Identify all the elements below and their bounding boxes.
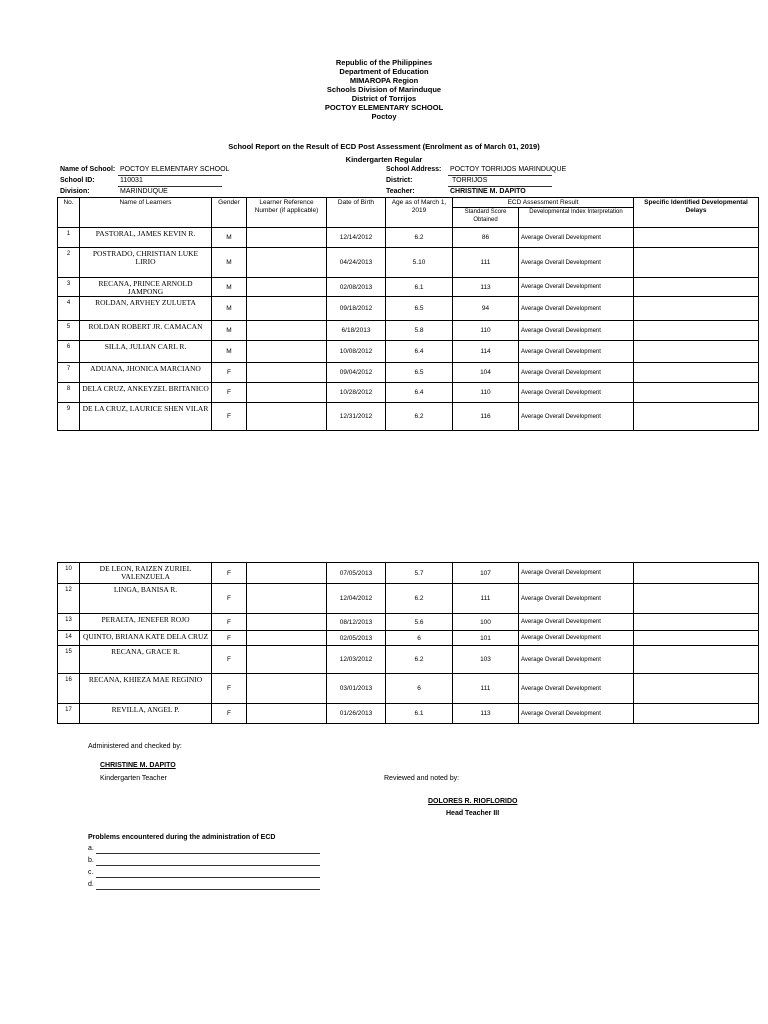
learner-gender: M: [212, 248, 247, 278]
problem-letter-a: a.: [88, 845, 94, 852]
learner-age: 6.4: [386, 341, 453, 363]
learner-name: ROLDAN ROBERT JR. CAMACAN: [80, 321, 212, 341]
learner-gender: M: [212, 341, 247, 363]
learner-dob: 10/28/2012: [327, 383, 386, 403]
learner-gender: F: [212, 584, 247, 614]
row-number: 2: [58, 248, 80, 278]
row-number: 4: [58, 297, 80, 321]
col-header-dob: Date of Birth: [327, 198, 386, 228]
standard-score: 86: [453, 228, 519, 248]
learner-name: QUINTO, BRIANA KATE DELA CRUZ: [80, 631, 212, 646]
table-row: [58, 341, 759, 363]
developmental-interpretation: Average Overall Development: [519, 278, 634, 297]
row-number: 5: [58, 321, 80, 341]
learner-dob: 03/01/2013: [327, 674, 386, 704]
table-row: [58, 614, 759, 631]
school-id-underline: [118, 186, 222, 187]
letterhead-line: Poctoy: [371, 112, 397, 121]
school-name-value: POCTOY ELEMENTARY SCHOOL: [120, 166, 230, 173]
learner-lrn: [247, 584, 327, 614]
developmental-delays: [634, 674, 759, 704]
col-header-age: Age as of March 1, 2019: [386, 198, 453, 228]
row-number: 16: [58, 674, 80, 704]
row-number: 13: [58, 614, 80, 631]
row-number: 8: [58, 383, 80, 403]
assessment-table-2: [57, 562, 759, 724]
standard-score: 111: [453, 248, 519, 278]
col-header-developmental: Developmental Index Interpretation: [519, 208, 634, 228]
learner-dob: 09/18/2012: [327, 297, 386, 321]
learner-dob: 6/18/2013: [327, 321, 386, 341]
school-name-underline: [118, 175, 222, 176]
table-row: [58, 674, 759, 704]
learner-gender: F: [212, 674, 247, 704]
learner-gender: F: [212, 614, 247, 631]
table-row: [58, 704, 759, 724]
school-address-value: POCTOY TORRIJOS MARINDUQUE: [450, 166, 567, 173]
standard-score: 114: [453, 341, 519, 363]
problem-line-c: [96, 877, 320, 878]
learner-lrn: [247, 321, 327, 341]
developmental-interpretation: Average Overall Development: [519, 297, 634, 321]
developmental-delays: [634, 646, 759, 674]
learner-age: 5.8: [386, 321, 453, 341]
learner-lrn: [247, 563, 327, 584]
table-row: [58, 363, 759, 383]
developmental-delays: [634, 584, 759, 614]
school-id-label: School ID:: [60, 177, 95, 184]
learner-gender: M: [212, 278, 247, 297]
learner-dob: 10/08/2012: [327, 341, 386, 363]
learner-age: 6: [386, 674, 453, 704]
table-row: [58, 584, 759, 614]
row-number: 12: [58, 584, 80, 614]
assessment-table-1: [57, 197, 759, 431]
learner-gender: F: [212, 403, 247, 431]
letterhead-line: POCTOY ELEMENTARY SCHOOL: [324, 103, 444, 112]
learner-gender: F: [212, 383, 247, 403]
learner-gender: M: [212, 297, 247, 321]
table-row: [58, 646, 759, 674]
learner-gender: F: [212, 646, 247, 674]
district-label: District:: [386, 177, 413, 184]
learner-age: 6.5: [386, 297, 453, 321]
learner-age: 6.2: [386, 646, 453, 674]
learner-gender: F: [212, 563, 247, 584]
learner-lrn: [247, 341, 327, 363]
learner-name: DELA CRUZ, ANKEYZEL BRITANICO: [80, 383, 212, 403]
learner-age: 5.6: [386, 614, 453, 631]
learner-age: 5.10: [386, 248, 453, 278]
learner-name: REVILLA, ANGEL P.: [80, 704, 212, 724]
row-number: 6: [58, 341, 80, 363]
learner-dob: 12/04/2012: [327, 584, 386, 614]
school-name-label: Name of School:: [60, 166, 116, 173]
school-address-label: School Address:: [386, 166, 442, 173]
table-row: [58, 278, 759, 297]
col-header-lrn: Learner Reference Number (if applicable): [247, 198, 327, 228]
learner-age: 6: [386, 631, 453, 646]
teacher-label: Teacher:: [386, 188, 415, 195]
learner-lrn: [247, 674, 327, 704]
learner-dob: 04/24/2013: [327, 248, 386, 278]
learner-name: LINGA, BANISA R.: [80, 584, 212, 614]
developmental-delays: [634, 321, 759, 341]
reviewed-label: Reviewed and noted by:: [384, 775, 460, 782]
developmental-interpretation: Average Overall Development: [519, 631, 634, 646]
standard-score: 110: [453, 321, 519, 341]
standard-score: 104: [453, 363, 519, 383]
learner-age: 5.7: [386, 563, 453, 584]
learner-name: SILLA, JULIAN CARL R.: [80, 341, 212, 363]
developmental-interpretation: Average Overall Development: [519, 646, 634, 674]
learner-lrn: [247, 363, 327, 383]
table-row: [58, 228, 759, 248]
learner-dob: 08/12/2013: [327, 614, 386, 631]
problem-letter-c: c.: [88, 869, 94, 876]
learner-name: POSTRADO, CHRISTIAN LUKE LIRIO: [80, 248, 212, 278]
learner-name: DE LA CRUZ, LAURICE SHEN VILAR: [80, 403, 212, 431]
learner-lrn: [247, 403, 327, 431]
row-number: 3: [58, 278, 80, 297]
col-header-ecd: ECD Assessment Result: [453, 198, 634, 208]
row-number: 10: [58, 563, 80, 584]
teacher-value: CHRISTINE M. DAPITO: [450, 188, 526, 195]
standard-score: 113: [453, 278, 519, 297]
row-number: 17: [58, 704, 80, 724]
col-header-delays: Specific Identified Developmental Delays: [634, 198, 759, 228]
learner-age: 6.2: [386, 584, 453, 614]
developmental-interpretation: Average Overall Development: [519, 228, 634, 248]
letterhead: [0, 58, 768, 121]
developmental-delays: [634, 383, 759, 403]
learner-lrn: [247, 646, 327, 674]
developmental-interpretation: Average Overall Development: [519, 674, 634, 704]
developmental-delays: [634, 228, 759, 248]
report-subtitle: Kindergarten Regular: [345, 155, 423, 164]
school-address-underline: [448, 175, 552, 176]
standard-score: 103: [453, 646, 519, 674]
developmental-interpretation: Average Overall Development: [519, 584, 634, 614]
administered-label: Administered and checked by:: [88, 743, 182, 750]
standard-score: 100: [453, 614, 519, 631]
problem-line-b: [96, 865, 320, 866]
division-label: Division:: [60, 188, 90, 195]
learner-lrn: [247, 631, 327, 646]
learner-name: RECANA, PRINCE ARNOLD JAMPONG: [80, 278, 212, 297]
learner-name: RECANA, KHIEZA MAE REGINIO: [80, 674, 212, 704]
letterhead-line: Republic of the Philippines: [335, 58, 433, 67]
developmental-interpretation: Average Overall Development: [519, 704, 634, 724]
developmental-interpretation: Average Overall Development: [519, 614, 634, 631]
school-id-value: 110031: [120, 177, 143, 184]
developmental-delays: [634, 403, 759, 431]
learner-gender: M: [212, 228, 247, 248]
developmental-delays: [634, 248, 759, 278]
learner-dob: 07/05/2013: [327, 563, 386, 584]
developmental-delays: [634, 631, 759, 646]
letterhead-line: Schools Division of Marinduque: [326, 85, 442, 94]
learner-name: RECANA, GRACE R.: [80, 646, 212, 674]
learner-lrn: [247, 383, 327, 403]
head-role: Head Teacher III: [446, 810, 500, 817]
learner-age: 6.1: [386, 278, 453, 297]
standard-score: 101: [453, 631, 519, 646]
learner-name: DE LEON, RAIZEN ZURIEL VALENZUELA: [80, 563, 212, 584]
developmental-delays: [634, 614, 759, 631]
row-number: 1: [58, 228, 80, 248]
problem-line-d: [96, 889, 320, 890]
developmental-interpretation: Average Overall Development: [519, 321, 634, 341]
developmental-interpretation: Average Overall Development: [519, 341, 634, 363]
learner-age: 6.4: [386, 383, 453, 403]
table-row: [58, 321, 759, 341]
learner-lrn: [247, 297, 327, 321]
learner-dob: 02/08/2013: [327, 278, 386, 297]
developmental-interpretation: Average Overall Development: [519, 248, 634, 278]
learner-lrn: [247, 278, 327, 297]
problem-letter-d: d.: [88, 881, 94, 888]
letterhead-line: MIMAROPA Region: [349, 76, 419, 85]
table-row: [58, 248, 759, 278]
district-underline: [448, 186, 552, 187]
col-header-name: Name of Learners: [80, 198, 212, 228]
developmental-interpretation: Average Overall Development: [519, 363, 634, 383]
learner-gender: M: [212, 321, 247, 341]
row-number: 9: [58, 403, 80, 431]
head-signature-name: DOLORES R. RIOFLORIDO: [428, 798, 518, 805]
problems-label: Problems encountered during the administration of ECD: [88, 834, 276, 841]
learner-dob: 02/05/2013: [327, 631, 386, 646]
col-header-standard: Standard Score Obtained: [453, 208, 519, 228]
table-row: [58, 563, 759, 584]
standard-score: 107: [453, 563, 519, 584]
learner-age: 6.1: [386, 704, 453, 724]
row-number: 14: [58, 631, 80, 646]
learner-age: 6.2: [386, 228, 453, 248]
developmental-delays: [634, 297, 759, 321]
problem-line-a: [96, 853, 320, 854]
learner-lrn: [247, 704, 327, 724]
developmental-delays: [634, 341, 759, 363]
table-row: [58, 631, 759, 646]
learner-name: ADUANA, JHONICA MARCIANO: [80, 363, 212, 383]
learner-gender: F: [212, 363, 247, 383]
table-row: [58, 297, 759, 321]
district-value: TORRIJOS: [452, 177, 488, 184]
learner-age: 6.5: [386, 363, 453, 383]
table-row: [58, 403, 759, 431]
learner-lrn: [247, 248, 327, 278]
learner-name: ROLDAN, ARVHEY ZULUETA: [80, 297, 212, 321]
row-number: 15: [58, 646, 80, 674]
developmental-interpretation: Average Overall Development: [519, 563, 634, 584]
learner-dob: 01/26/2013: [327, 704, 386, 724]
developmental-delays: [634, 363, 759, 383]
developmental-interpretation: Average Overall Development: [519, 403, 634, 431]
table-row: [58, 383, 759, 403]
developmental-delays: [634, 563, 759, 584]
standard-score: 110: [453, 383, 519, 403]
letterhead-line: Department of Education: [339, 67, 429, 76]
developmental-interpretation: Average Overall Development: [519, 383, 634, 403]
letterhead-line: District of Torrijos: [351, 94, 417, 103]
row-number: 7: [58, 363, 80, 383]
standard-score: 94: [453, 297, 519, 321]
learner-name: PASTORAL, JAMES KEVIN R.: [80, 228, 212, 248]
developmental-delays: [634, 278, 759, 297]
problem-letter-b: b.: [88, 857, 94, 864]
teacher-role: Kindergarten Teacher: [100, 775, 167, 782]
learner-lrn: [247, 614, 327, 631]
learner-dob: 12/14/2012: [327, 228, 386, 248]
standard-score: 111: [453, 674, 519, 704]
division-value: MARINDUQUE: [120, 188, 168, 195]
developmental-delays: [634, 704, 759, 724]
teacher-signature-name: CHRISTINE M. DAPITO: [100, 762, 176, 769]
standard-score: 111: [453, 584, 519, 614]
learner-gender: F: [212, 631, 247, 646]
learner-name: PERALTA, JENEFER ROJO: [80, 614, 212, 631]
standard-score: 116: [453, 403, 519, 431]
learner-lrn: [247, 228, 327, 248]
learner-dob: 12/03/2012: [327, 646, 386, 674]
learner-gender: F: [212, 704, 247, 724]
learner-age: 6.2: [386, 403, 453, 431]
standard-score: 113: [453, 704, 519, 724]
learner-dob: 12/31/2012: [327, 403, 386, 431]
learner-dob: 09/04/2012: [327, 363, 386, 383]
col-header-no: No.: [58, 198, 80, 228]
report-title: School Report on the Result of ECD Post Assessment (Enrolment as of March 01, 2019): [228, 142, 540, 151]
col-header-gender: Gender: [212, 198, 247, 228]
